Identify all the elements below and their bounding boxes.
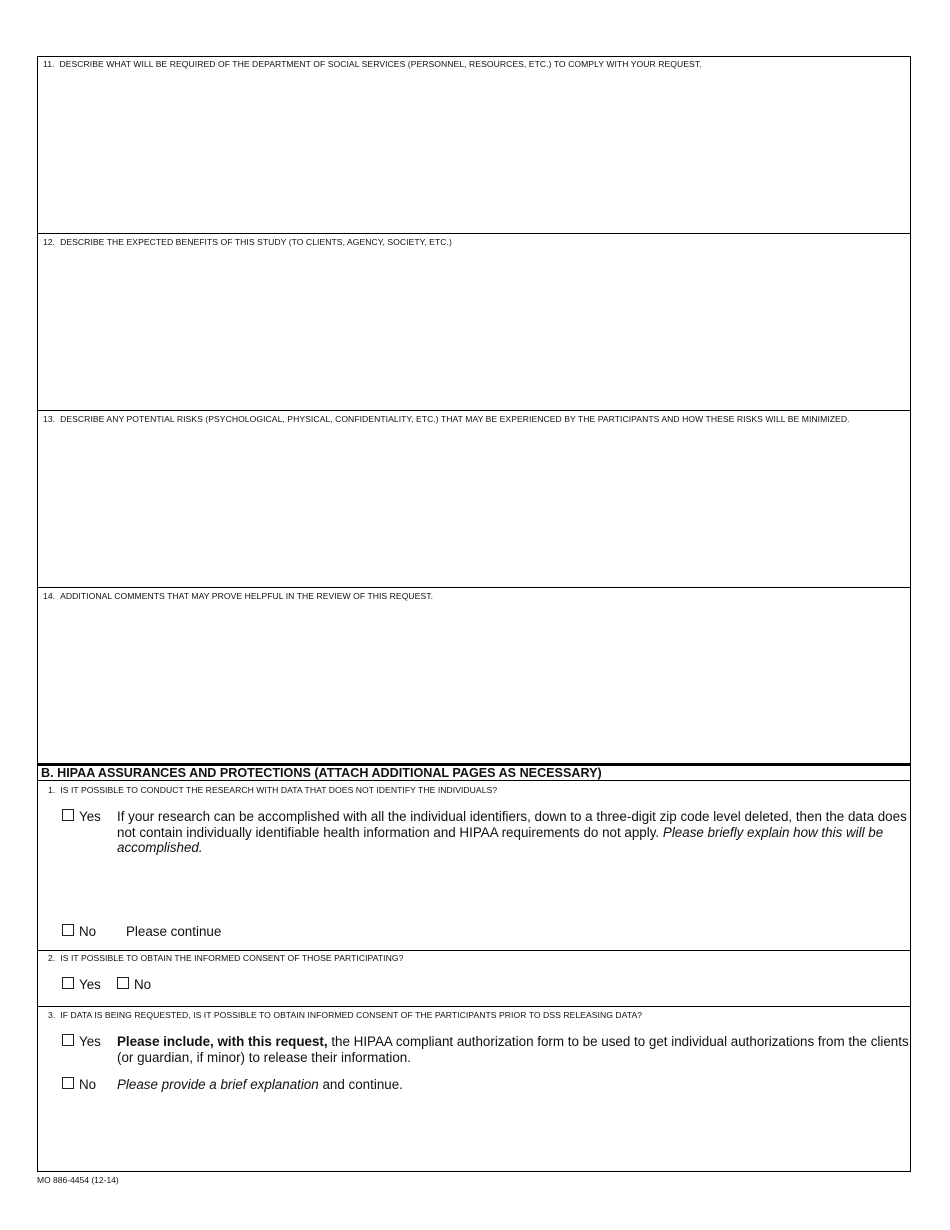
b3-yes-label: Yes bbox=[79, 1034, 101, 1049]
question-11-box[interactable] bbox=[38, 57, 910, 233]
section-b-title: B. HIPAA ASSURANCES AND PROTECTIONS (ATTACH ADDITIONAL PAGES AS NECESSARY) bbox=[38, 763, 910, 781]
question-13-label: 13. DESCRIBE ANY POTENTIAL RISKS (PSYCHOLOGICAL, PHYSICAL, CONFIDENTIALITY, ETC.) THAT MAY BE EXPERIENCED BY THE PARTICIPANTS AND HOW THESE RISKS WILL BE MINIMIZED. bbox=[43, 414, 850, 424]
question-13-box[interactable] bbox=[38, 410, 910, 587]
question-14-box[interactable] bbox=[38, 587, 910, 763]
question-12-box[interactable] bbox=[38, 233, 910, 410]
b2-no-label: No bbox=[134, 977, 152, 992]
b-question-3-label: 3. IF DATA IS BEING REQUESTED, IS IT POSSIBLE TO OBTAIN INFORMED CONSENT OF THE PARTICIPANTS PRIOR TO DSS RELEASING DATA? bbox=[48, 1010, 643, 1020]
b1-no-label: No bbox=[79, 924, 97, 939]
b-question-2-label: 2. IS IT POSSIBLE TO OBTAIN THE INFORMED CONSENT OF THOSE PARTICIPATING? bbox=[48, 953, 404, 963]
b-question-2-box bbox=[38, 950, 910, 1006]
form-number: MO 886-4454 (12-14) bbox=[37, 1175, 119, 1185]
b2-yes-checkbox[interactable] bbox=[62, 977, 74, 989]
b3-no-checkbox[interactable] bbox=[62, 1077, 74, 1089]
b3-no-label: No bbox=[79, 1077, 97, 1092]
b1-yes-label: Yes bbox=[79, 809, 101, 824]
b2-no-checkbox[interactable] bbox=[117, 977, 129, 989]
b1-no-checkbox[interactable] bbox=[62, 924, 74, 936]
b3-yes-description: Please include, with this request, the HIPAA compliant authorization form to be used to get individual authorizations from the clients (or guardian, if minor) to release their information. bbox=[117, 1034, 909, 1065]
b3-yes-checkbox[interactable] bbox=[62, 1034, 74, 1046]
b2-yes-label: Yes bbox=[79, 977, 101, 992]
question-12-label: 12. DESCRIBE THE EXPECTED BENEFITS OF THIS STUDY (TO CLIENTS, AGENCY, SOCIETY, ETC.) bbox=[43, 237, 452, 247]
question-14-label: 14. ADDITIONAL COMMENTS THAT MAY PROVE HELPFUL IN THE REVIEW OF THIS REQUEST. bbox=[43, 591, 434, 601]
b-question-3-box bbox=[38, 1006, 910, 1172]
b-question-1-label: 1. IS IT POSSIBLE TO CONDUCT THE RESEARCH WITH DATA THAT DOES NOT IDENTIFY THE INDIVIDUALS? bbox=[48, 785, 498, 795]
b1-yes-checkbox[interactable] bbox=[62, 809, 74, 821]
question-11-label: 11. DESCRIBE WHAT WILL BE REQUIRED OF THE DEPARTMENT OF SOCIAL SERVICES (PERSONNEL, RESOURCES, ETC.) TO COMPLY WITH YOUR REQUEST. bbox=[43, 59, 702, 69]
form-page bbox=[37, 56, 911, 1172]
section-b bbox=[38, 763, 910, 951]
b1-no-description: Please continue bbox=[126, 924, 222, 939]
b3-no-description: Please provide a brief explanation and continue. bbox=[117, 1077, 403, 1092]
b1-yes-description: If your research can be accomplished with all the individual identifiers, down to a three-digit zip code level deleted, then the data does not contain individually identifiable health information and HIPAA requirements do not apply. Please briefly explain how this will be accomplished. bbox=[117, 809, 907, 855]
